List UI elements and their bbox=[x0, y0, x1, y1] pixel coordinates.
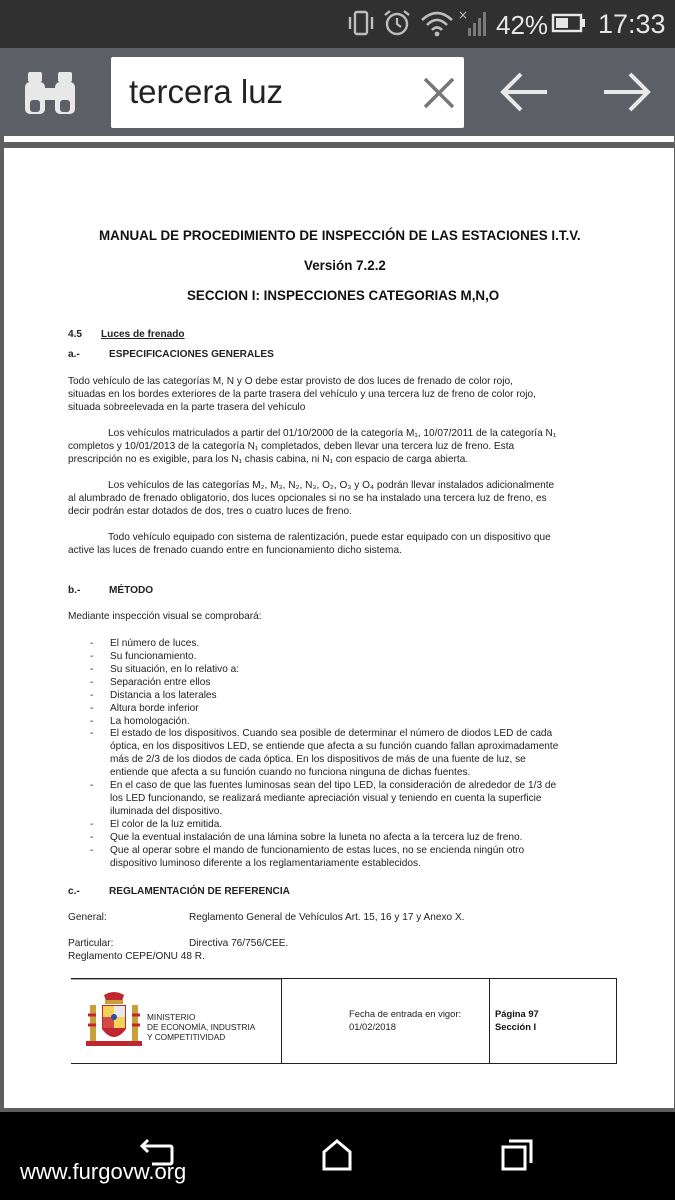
document-title: MANUAL DE PROCEDIMIENTO DE INSPECCIÓN DE LAS ESTACIONES I.T.V. bbox=[99, 228, 581, 243]
part-b-label: b.- bbox=[68, 585, 81, 596]
system-navigation-bar bbox=[0, 1112, 675, 1200]
list-item: - La homologación. bbox=[90, 716, 650, 729]
signal-icon bbox=[458, 8, 490, 38]
paragraph-line: al alumbrado de frenado obligatorio, dos luces opcionales si no se ha instalado una tercera luz de freno, es bbox=[68, 493, 547, 504]
list-item: - El número de luces. bbox=[90, 638, 650, 651]
status-bar bbox=[0, 0, 675, 48]
general-label: General: bbox=[68, 912, 107, 923]
search-input[interactable] bbox=[129, 69, 419, 115]
footer-divider bbox=[489, 979, 490, 1063]
binoculars-icon[interactable] bbox=[24, 70, 76, 116]
list-item: - En el caso de que las fuentes luminosas sean del tipo LED, la consideración de alrededor de 1/3 de los LED funcionando, se realizará mediante apreciación visual y teniendo en cuenta la superficie iluminada del dispositivo. bbox=[90, 780, 650, 819]
search-box[interactable] bbox=[111, 57, 464, 128]
document-version: Versión 7.2.2 bbox=[304, 258, 386, 273]
arrow-left-icon[interactable] bbox=[497, 68, 553, 116]
part-b-title: MÉTODO bbox=[109, 585, 154, 596]
battery-percent: 42% bbox=[496, 10, 549, 40]
paragraph-line: Los vehículos de las categorías M₂, M₃, N₂, N₃, O₂, O₃ y O₄ podrán llevar instalados adicionalmente bbox=[108, 480, 555, 491]
recents-icon[interactable] bbox=[500, 1138, 534, 1172]
footer-section: Sección I bbox=[495, 1021, 537, 1032]
effective-date-label: Fecha de entrada en vigor: bbox=[349, 1008, 462, 1019]
part-a-label: a.- bbox=[68, 349, 80, 360]
particular-value: Directiva 76/756/CEE. bbox=[189, 938, 289, 949]
wifi-icon bbox=[420, 8, 454, 38]
paragraph-line: prescripción no es exigible, para los N₁ chasis cabina, ni N₁ con espacio de carga abierta. bbox=[68, 454, 469, 465]
search-toolbar bbox=[0, 48, 675, 136]
effective-date: 01/02/2018 bbox=[349, 1021, 396, 1032]
footer-divider bbox=[281, 979, 282, 1063]
footer-divider bbox=[71, 979, 281, 980]
section-title: SECCION I: INSPECCIONES CATEGORIAS M,N,O bbox=[187, 288, 500, 303]
battery-icon bbox=[551, 8, 587, 38]
particular-label: Particular: bbox=[68, 938, 114, 949]
part-c-title: REGLAMENTACIÓN DE REFERENCIA bbox=[109, 886, 290, 897]
list-item: - Que la eventual instalación de una lámina sobre la luneta no afecta a la tercera luz de freno. bbox=[90, 832, 650, 845]
paragraph-line: Todo vehículo equipado con sistema de ralentización, puede estar equipado con un dispositivo que bbox=[108, 532, 551, 543]
list-item: - Su situación, en lo relativo a: bbox=[90, 664, 650, 677]
list-item: - Que al operar sobre el mando de funcionamiento de estas luces, no se encienda ningún otro dispositivo luminoso diferente a los reglamentariamente establecidos. bbox=[90, 845, 650, 871]
paragraph-line: completos y 10/01/2013 de la categoría N₁ completados, deben llevar una tercera luz de freno. Esta bbox=[68, 441, 515, 452]
paragraph-line: decir podrán estar dotados de dos, tres o cuatro luces de freno. bbox=[68, 506, 352, 517]
clock: 17:33 bbox=[598, 9, 666, 39]
method-intro: Mediante inspección visual se comprobará: bbox=[68, 611, 262, 622]
paragraph-line: situada sobreelevada en la parte trasera del vehículo bbox=[68, 402, 306, 413]
list-item: - Altura borde inferior bbox=[90, 703, 650, 716]
list-item: - Separación entre ellos bbox=[90, 677, 650, 690]
general-value: Reglamento General de Vehículos Art. 15, 16 y 17 y Anexo X. bbox=[189, 912, 465, 923]
clear-icon[interactable] bbox=[419, 73, 459, 113]
ministry-line-1: MINISTERIO bbox=[147, 1012, 196, 1022]
paragraph-line: Los vehículos matriculados a partir del 01/10/2000 de la categoría M₁, 10/07/2011 de la categoría N₁ bbox=[108, 428, 557, 439]
subsection-title: Luces de frenado bbox=[101, 329, 185, 340]
list-item: - Su funcionamiento. bbox=[90, 651, 650, 664]
page-footer bbox=[71, 978, 617, 1064]
particular-value-2: Reglamento CEPE/ONU 48 R. bbox=[68, 951, 205, 962]
coat-of-arms-logo bbox=[86, 991, 142, 1049]
list-item: - El estado de los dispositivos. Cuando sea posible de determinar el número de diodos LED de cada óptica, en los dispositivos LED, se entiende que afecta a su función cuando fallan aproximadamente más de 2/3 de los diodos de cada óptica. En los dispositivos de más de una fuente de luz, se entiende que afecta a su función cuando no funciona ninguna de dichas fuentes. bbox=[90, 728, 650, 780]
vibrate-icon bbox=[347, 8, 375, 38]
alarm-icon bbox=[383, 8, 411, 38]
method-list bbox=[90, 638, 650, 871]
ministry-line-2: DE ECONOMÍA, INDUSTRIA bbox=[147, 1022, 256, 1032]
list-item: - Distancia a los laterales bbox=[90, 690, 650, 703]
document-page[interactable] bbox=[4, 148, 674, 1108]
paragraph-line: active las luces de frenado cuando entre en funcionamiento dicho sistema. bbox=[68, 545, 402, 556]
paragraph-line: Todo vehículo de las categorías M, N y O debe estar provisto de dos luces de frenado de color rojo, bbox=[68, 376, 513, 387]
list-item: - El color de la luz emitida. bbox=[90, 819, 650, 832]
part-a-title: ESPECIFICACIONES GENERALES bbox=[109, 349, 274, 360]
arrow-right-icon[interactable] bbox=[598, 68, 654, 116]
svg-text:×: × bbox=[458, 8, 469, 22]
part-c-label: c.- bbox=[68, 886, 80, 897]
page-number: Página 97 bbox=[495, 1008, 539, 1019]
watermark-text: www.furgovw.org bbox=[20, 1159, 187, 1184]
home-icon[interactable] bbox=[320, 1138, 354, 1172]
subsection-number: 4.5 bbox=[68, 329, 83, 340]
ministry-line-3: Y COMPETITIVIDAD bbox=[147, 1032, 226, 1042]
paragraph-line: situadas en los bordes exteriores de la parte trasera del vehículo y una tercera luz de freno de color rojo, bbox=[68, 389, 536, 400]
previous-page-edge bbox=[4, 136, 674, 142]
